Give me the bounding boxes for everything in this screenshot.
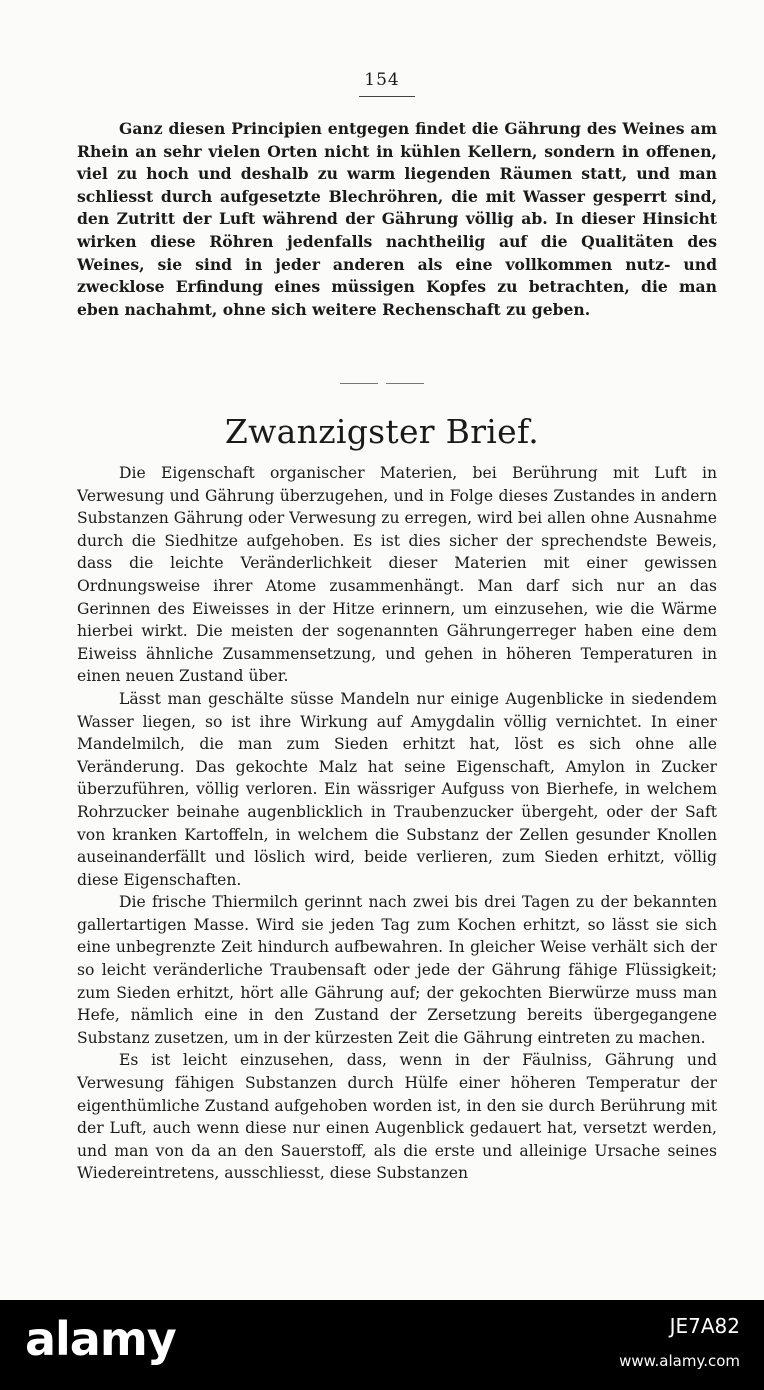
image-id: JE7A82: [669, 1314, 740, 1338]
brand-logo: alamy: [25, 1312, 176, 1366]
paragraph-2: Lässt man geschälte süsse Mandeln nur einige Augenblicke in siedendem Wasser liegen, so ist ihre Wirkung auf Amygdalin völlig vernichtet. In einer Mandelmilch, die man zum Sieden erhitzt hat, löst es sich ohne alle Veränderung. Das gekochte Malz hat seine Eigenschaft, Amylon in Zucker überzuführen, völlig verloren. Ein wässriger Aufguss von Bierhefe, in welchem Rohrzucker beinahe augenblicklich in Traubenzucker übergeht, oder der Saft von kranken Kartoffeln, in welchem die Substanz der Zellen gesunder Knollen auseinanderfällt und löslich wird, beide verlieren, zum Sieden erhitzt, völlig diese Eigenschaften.: [77, 689, 717, 889]
intro-paragraph: Ganz diesen Principien entgegen findet die Gährung des Weines am Rhein an sehr vielen Orten nicht in kühlen Kellern, sondern in offenen, viel zu hoch und deshalb zu warm liegenden Räumen statt, und man schliesst durch aufgesetzte Blechröhren, die mit Wasser gesperrt sind, den Zutritt der Luft während der Gährung völlig ab. In dieser Hinsicht wirken diese Röhren jedenfalls nachtheilig auf die Qualitäten des Weines, sie sind in jeder anderen als eine vollkommen nutz- und zwecklose Erfindung eines müssigen Kopfes zu betrachten, die man eben nachahmt, ohne sich weitere Rechenschaft zu geben.: [77, 119, 717, 319]
chapter-title: Zwanzigster Brief.: [224, 412, 540, 451]
intro-text-block: [77, 118, 717, 321]
paragraph-3: Die frische Thiermilch gerinnt nach zwei bis drei Tagen zu der bekannten gallertartigen Masse. Wird sie jeden Tag zum Kochen erhitzt, so lässt sie sich eine unbegrenzte Zeit hindurch aufbewahren. In gleicher Weise verhält sich der so leicht veränderliche Traubensaft oder jede der Gährung fähige Flüssigkeit; zum Sieden erhitzt, hört alle Gährung auf; der gekochten Bierwürze muss man Hefe, nämlich eine in den Zustand der Zersetzung bereits übergegangene Substanz zusetzen, um in der kürzesten Zeit die Gährung eintreten zu machen.: [77, 893, 717, 1047]
page-number: 154: [364, 70, 400, 90]
watermark-url: www.alamy.com: [619, 1352, 740, 1370]
section-separator: [0, 369, 764, 388]
page-number-rule: [359, 96, 415, 97]
paragraph-4: Es ist leicht einzusehen, dass, wenn in der Fäulniss, Gährung und Verwesung fähigen Substanzen durch Hülfe einer höheren Temperatur der eigenthümliche Zustand aufgehoben worden ist, in den sie durch Berührung mit der Luft, auch wenn diese nur einen Augenblick gedauert hat, versetzt werden, und man von da an den Sauerstoff, als die erste und alleinige Ursache seines Wiedereintretens, ausschliesst, diese Substanzen: [77, 1051, 717, 1183]
body-text-block: [77, 462, 717, 1185]
watermark-banner: [0, 1300, 764, 1390]
paragraph-1: Die Eigenschaft organischer Materien, bei Berührung mit Luft in Verwesung und Gährung überzugehen, und in Folge dieses Zustandes in andern Substanzen Gährung oder Verwesung zu erregen, wird bei allen ohne Ausnahme durch die Siedhitze aufgehoben. Es ist dies sicher der sprechendste Beweis, dass die leichte Veränderlichkeit dieser Materien mit einer gewissen Ordnungsweise ihrer Atome zusammenhängt. Man darf sich nur an das Gerinnen des Eiweisses in der Hitze erinnern, um einzusehen, wie die Wärme hierbei wirkt. Die meisten der sogenannten Gährungerreger haben eine dem Eiweiss ähnliche Zusammensetzung, und gehen in höheren Temperaturen in einen neuen Zustand über.: [77, 464, 717, 686]
